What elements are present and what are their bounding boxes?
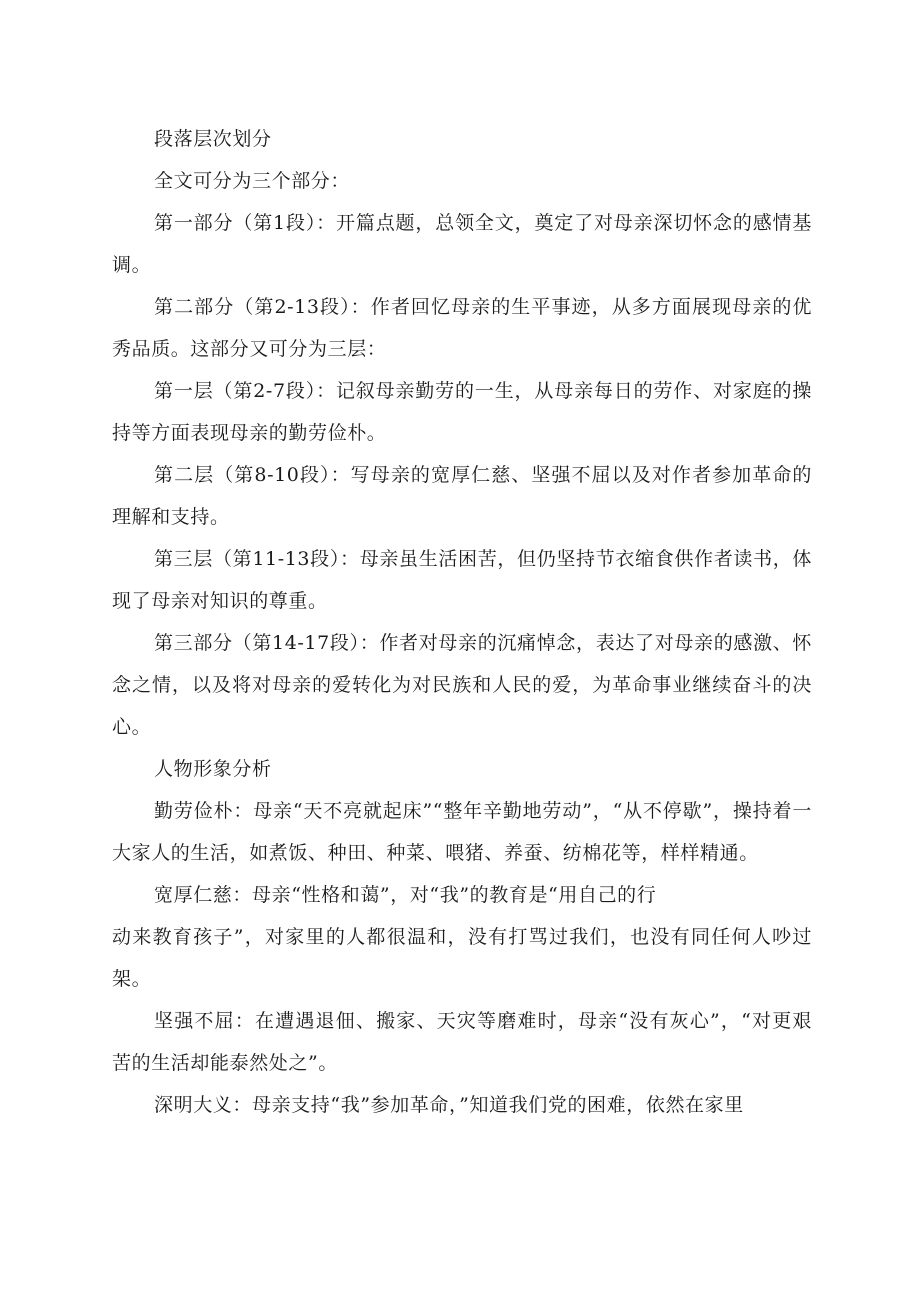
paragraph: 宽厚仁慈：母亲“性格和蔼”，对“我”的教育是“用自己的行 <box>154 884 657 906</box>
section-heading-paragraph-structure: 段落层次划分 <box>154 128 272 150</box>
section-heading-character-analysis: 人物形象分析 <box>154 758 272 780</box>
paragraph: 第二层（第8-10段）：写母亲的宽厚仁慈、坚强不屈以及对作者参加革命的理解和支持。 <box>112 464 812 528</box>
paragraph: 第三层（第11-13段）：母亲虽生活困苦，但仍坚持节衣缩食供作者读书，体现了母亲对知识的尊重。 <box>112 548 812 612</box>
paragraph: 勤劳俭朴：母亲“天不亮就起床”“整年辛勤地劳动”，“从不停歇”，操持着一大家人的生活，如煮饭、种田、种菜、喂猪、养蚕、纺棉花等，样样精通。 <box>112 800 812 864</box>
paragraph: 第一部分（第1段）：开篇点题，总领全文，奠定了对母亲深切怀念的感情基调。 <box>112 212 812 276</box>
paragraph: 深明大义：母亲支持“我”参加革命，”知道我们党的困难，依然在家里 <box>154 1094 744 1116</box>
paragraph: 全文可分为三个部分： <box>154 170 351 192</box>
paragraph: 第三部分（第14-17段）：作者对母亲的沉痛悼念，表达了对母亲的感激、怀念之情，以及将对母亲的爱转化为对民族和人民的爱，为革命事业继续奋斗的决心。 <box>112 632 812 738</box>
paragraph: 坚强不屈：在遭遇退佃、搬家、天灾等磨难时，母亲“没有灰心”，“对更艰苦的生活却能泰然处之”。 <box>112 1010 812 1074</box>
document-body <box>112 118 812 1126</box>
paragraph-continuation: 动来教育孩子”，对家里的人都很温和，没有打骂过我们，也没有同任何人吵过架。 <box>112 926 812 990</box>
paragraph: 第一层（第2-7段）：记叙母亲勤劳的一生，从母亲每日的劳作、对家庭的操持等方面表现母亲的勤劳俭朴。 <box>112 380 812 444</box>
paragraph: 第二部分（第2-13段）：作者回忆母亲的生平事迹，从多方面展现母亲的优秀品质。这部分又可分为三层： <box>112 296 812 360</box>
